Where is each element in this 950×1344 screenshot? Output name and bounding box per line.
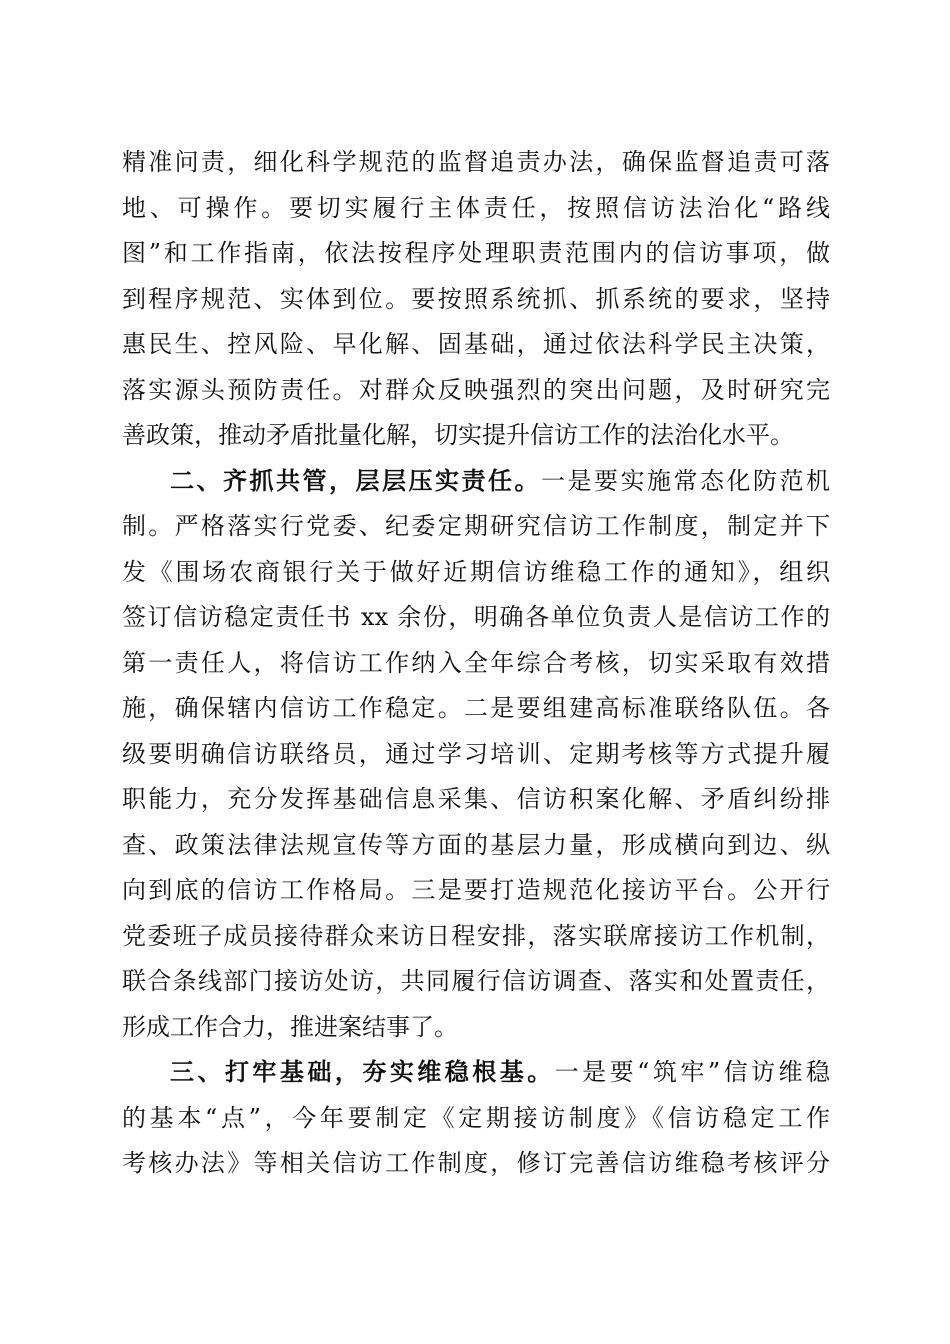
text-line: [122, 459, 830, 505]
document-body: [122, 140, 830, 1187]
text-line: [122, 1050, 830, 1096]
text-line: 职能力，充分发挥基础信息采集、信访积案化解、矛盾纠纷排: [122, 785, 830, 813]
text-line: 制。严格落实行党委、纪委定期研究信访工作制度，制定并下: [122, 512, 830, 540]
text-line: 惠民生、控风险、早化解、固基础，通过依法科学民主决策，: [122, 330, 830, 358]
paragraph-2: [122, 459, 830, 1051]
text-line: 级要明确信访联络员，通过学习培训、定期考核等方式提升履: [122, 739, 830, 768]
text-line: 形成工作合力，推进案结事了。: [122, 1012, 458, 1041]
text-line: 精准问责，细化科学规范的监督追责办法，确保监督追责可落: [122, 148, 830, 176]
text-line: 施，确保辖内信访工作稳定。二是要组建高标准联络队伍。各: [122, 694, 830, 722]
text-line: 发《围场农商银行关于做好近期信访维稳工作的通知》，组织: [122, 557, 830, 586]
text-line: 善政策，推动矛盾批量化解，切实提升信访工作的法治化水平。: [122, 421, 794, 449]
text-run: 一是要实施常态化防范机: [541, 466, 830, 495]
text-line: 第一责任人，将信访工作纳入全年综合考核，切实采取有效措: [122, 648, 830, 677]
text-line: 联合条线部门接访处访，共同履行信访调查、落实和处置责任，: [122, 967, 830, 995]
text-line: 签订信访稳定责任书 xx 余份，明确各单位负责人是信访工作的: [122, 603, 830, 631]
text-line: 图”和工作指南，依法按程序处理职责范围内的信访事项，做: [122, 239, 830, 267]
text-line: 到程序规范、实体到位。要按照系统抓、抓系统的要求，坚持: [122, 284, 830, 313]
text-line: 地、可操作。要切实履行主体责任，按照信访法治化“路线: [122, 193, 830, 222]
text-line: 查、政策法律法规宣传等方面的基层力量，形成横向到边、纵: [122, 830, 830, 859]
section-heading: 三、打牢基础，夯实维稳根基。: [170, 1058, 555, 1086]
section-heading: 二、齐抓共管，层层压实责任。: [170, 466, 541, 495]
text-line: 向到底的信访工作格局。三是要打造规范化接访平台。公开行: [122, 876, 830, 904]
paragraph-1: [122, 140, 830, 459]
text-run: 一是要“筑牢”信访维稳: [554, 1058, 830, 1086]
text-line: 党委班子成员接待群众来访日程安排，落实联席接访工作机制，: [122, 921, 830, 950]
text-line: 考核办法》等相关信访工作制度，修订完善信访维稳考核评分: [122, 1149, 830, 1177]
paragraph-3: [122, 1050, 830, 1187]
text-line: 的基本“点”，今年要制定《定期接访制度》《信访稳定工作: [122, 1103, 830, 1132]
text-line: 落实源头预防责任。对群众反映强烈的突出问题，及时研究完: [122, 375, 830, 404]
